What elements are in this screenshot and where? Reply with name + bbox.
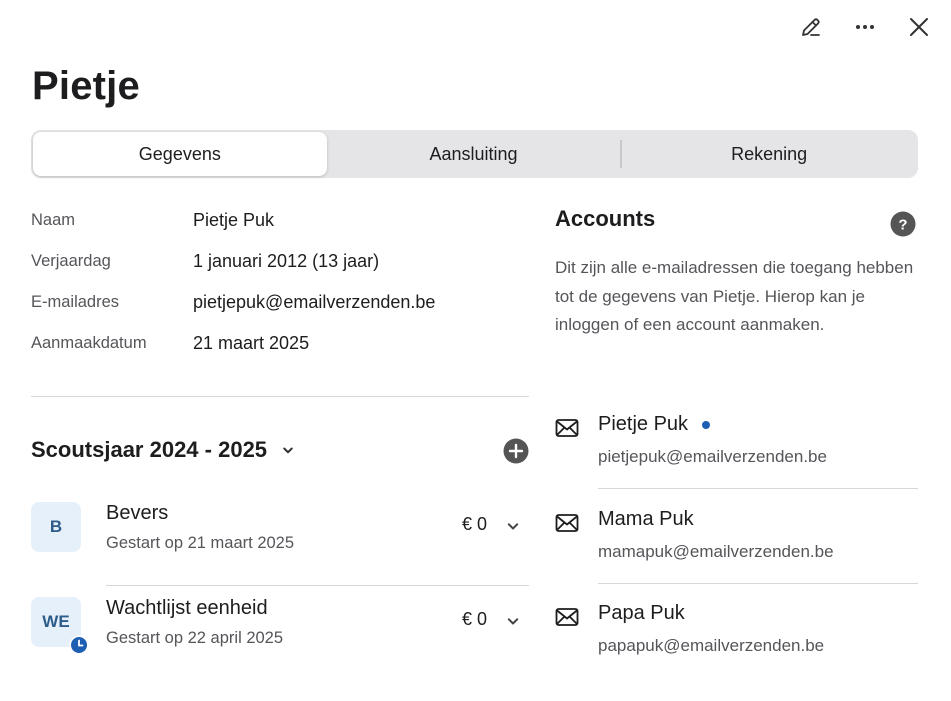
group-item-bevers[interactable] <box>31 502 529 594</box>
row-divider <box>106 585 529 586</box>
detail-row-aanmaakdatum <box>31 329 529 370</box>
detail-label: E-mailadres <box>31 293 120 311</box>
account-name-text: Papa Puk <box>598 602 685 624</box>
add-group-button[interactable] <box>503 438 529 464</box>
detail-label: Aanmaakdatum <box>31 334 147 352</box>
account-item[interactable] <box>555 602 918 697</box>
mail-icon <box>555 512 579 534</box>
chevron-down-icon <box>279 441 297 459</box>
group-avatar: WE <box>31 597 81 647</box>
top-actions <box>793 10 937 44</box>
clock-icon <box>69 635 89 655</box>
group-name: Wachtlijst eenheid <box>106 597 268 619</box>
edit-button[interactable] <box>793 10 829 44</box>
group-start-date: Gestart op 22 april 2025 <box>106 629 284 647</box>
account-email: mamapuk@emailverzenden.be <box>598 542 834 561</box>
details-list <box>31 206 529 370</box>
account-item[interactable] <box>555 508 918 603</box>
account-email: papapuk@emailverzenden.be <box>598 636 825 655</box>
help-icon[interactable] <box>890 211 916 237</box>
detail-value: 1 januari 2012 (13 jaar) <box>193 251 380 271</box>
account-name-text: Pietje Puk <box>598 413 689 435</box>
tab-bar <box>31 130 918 178</box>
scout-year-header <box>31 432 529 468</box>
mail-icon <box>555 417 579 439</box>
tab-rekening[interactable]: Rekening <box>731 143 808 164</box>
group-name: Bevers <box>106 502 169 524</box>
close-button[interactable] <box>901 10 937 44</box>
account-name <box>598 413 710 436</box>
detail-value: 21 maart 2025 <box>193 333 310 353</box>
detail-row-verjaardag <box>31 247 529 288</box>
group-item-wachtlijst[interactable] <box>31 597 529 689</box>
primary-dot <box>702 421 710 429</box>
detail-label: Verjaardag <box>31 252 111 270</box>
chevron-down-icon[interactable] <box>503 516 523 536</box>
mail-icon <box>555 606 579 628</box>
accounts-title: Accounts <box>555 206 656 231</box>
accounts-section <box>555 206 918 340</box>
group-amount: € 0 <box>461 514 487 534</box>
detail-row-naam <box>31 206 529 247</box>
account-name <box>598 602 685 625</box>
detail-row-email <box>31 288 529 329</box>
group-avatar: B <box>31 502 81 552</box>
row-divider <box>598 488 918 489</box>
more-button[interactable] <box>847 10 883 44</box>
more-icon <box>853 15 877 39</box>
row-divider <box>598 583 918 584</box>
page-title: Pietje <box>32 64 140 108</box>
group-amount: € 0 <box>461 609 487 629</box>
accounts-description: Dit zijn alle e-mailadressen die toegang hebben tot de gegevens van Pietje. Hierop kan je inloggen of een account aanmaken. <box>555 258 914 334</box>
account-email: pietjepuk@emailverzenden.be <box>598 447 827 466</box>
pencil-icon <box>799 15 823 39</box>
chevron-down-icon[interactable] <box>503 611 523 631</box>
close-icon <box>907 15 931 39</box>
account-name <box>598 508 694 531</box>
detail-label: Naam <box>31 211 76 229</box>
account-item[interactable] <box>555 413 918 508</box>
section-divider <box>31 396 529 397</box>
svg-text:?: ? <box>898 216 908 234</box>
scout-year-title[interactable]: Scoutsjaar 2024 - 2025 <box>31 437 268 462</box>
group-start-date: Gestart op 21 maart 2025 <box>106 534 295 552</box>
detail-value: pietjepuk@emailverzenden.be <box>193 292 436 312</box>
account-name-text: Mama Puk <box>598 508 694 530</box>
detail-value: Pietje Puk <box>193 210 275 230</box>
tab-gegevens[interactable]: Gegevens <box>33 132 327 176</box>
scout-year-dropdown[interactable] <box>277 439 299 461</box>
tab-aansluiting[interactable]: Aansluiting <box>429 143 518 164</box>
